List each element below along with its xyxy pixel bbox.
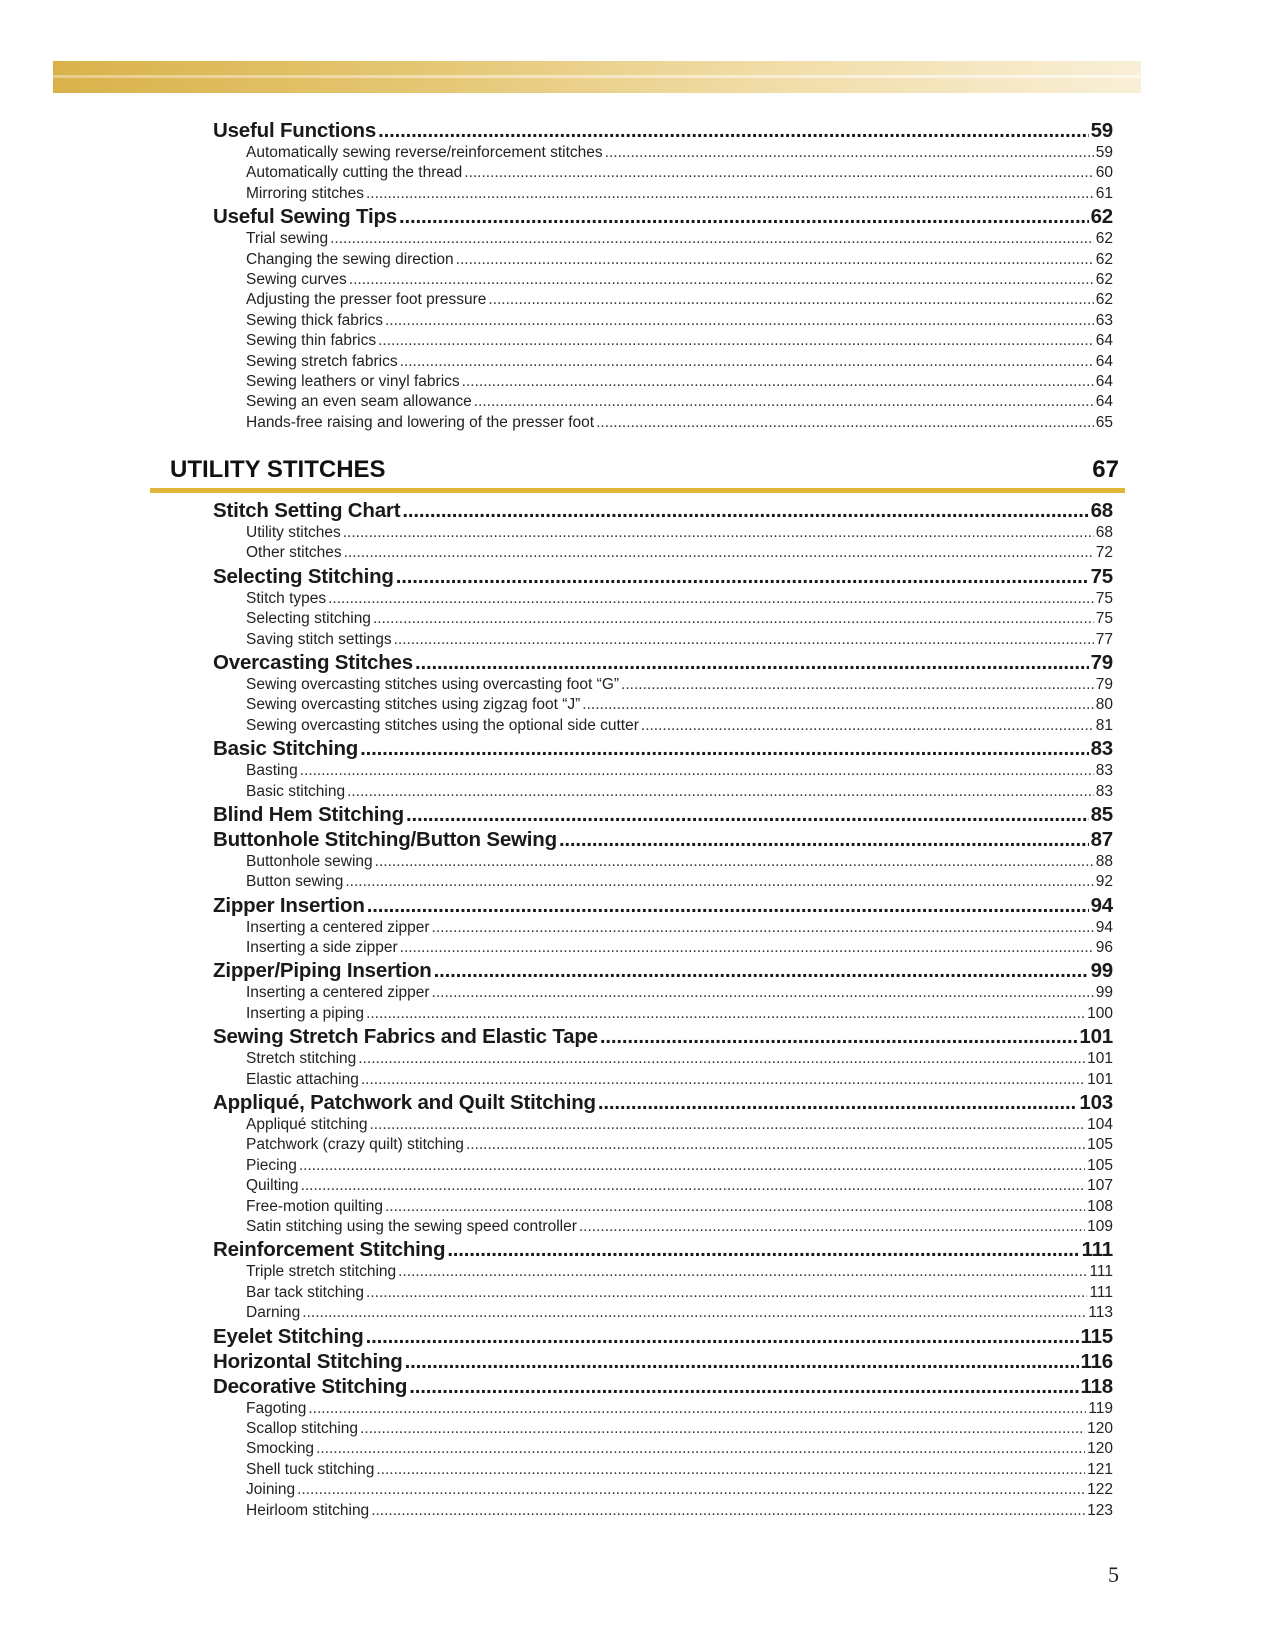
dot-leader — [394, 631, 1094, 649]
dot-leader — [405, 1350, 1079, 1374]
toc-section-title: Zipper Insertion — [213, 893, 365, 917]
toc-section[interactable] — [213, 1375, 1113, 1400]
toc-section-title: Overcasting Stitches — [213, 650, 413, 674]
dot-leader — [402, 499, 1088, 523]
page-number: 5 — [1108, 1562, 1119, 1587]
toc-subentry-page: 64 — [1095, 393, 1113, 411]
toc-subentry-page: 75 — [1095, 589, 1113, 607]
toc-subentry-page: 79 — [1095, 675, 1113, 693]
toc-subentry-title: Inserting a centered zipper — [246, 918, 430, 936]
toc-subentry-title: Button sewing — [246, 873, 344, 891]
chapter-rule — [150, 488, 1125, 493]
toc-subentry-title: Stitch types — [246, 589, 327, 607]
toc-subentry[interactable] — [213, 590, 1113, 610]
toc-subentry[interactable] — [213, 1440, 1113, 1460]
toc-subentry-title: Other stitches — [246, 544, 342, 562]
toc-section-page: 59 — [1090, 119, 1113, 142]
toc-subentry-page: 62 — [1095, 230, 1113, 248]
toc-subentry[interactable] — [213, 185, 1113, 205]
toc-subentry-title: Sewing an even seam allowance — [246, 393, 472, 411]
toc-subentry-title: Patchwork (crazy quilt) stitching — [246, 1136, 464, 1154]
toc-subentry-page: 109 — [1087, 1217, 1113, 1235]
toc-subentry-page: 119 — [1088, 1399, 1113, 1417]
toc-section-title: Buttonhole Stitching/Button Sewing — [213, 827, 557, 851]
dot-leader — [474, 393, 1094, 411]
toc-subentry[interactable] — [213, 853, 1113, 873]
toc-section-page: 103 — [1079, 1091, 1113, 1115]
toc-subentry[interactable] — [213, 144, 1113, 164]
toc-subentry-page: 62 — [1095, 270, 1113, 288]
toc-subentry-title: Sewing thin fabrics — [246, 332, 377, 350]
toc-subentry[interactable] — [213, 984, 1113, 1004]
toc-subentry-page: 92 — [1095, 873, 1113, 891]
dot-leader — [488, 291, 1093, 309]
toc-section[interactable] — [213, 737, 1113, 762]
dot-leader — [367, 894, 1089, 918]
dot-leader — [605, 144, 1094, 162]
toc-section[interactable] — [213, 651, 1113, 676]
toc-section-title: Blind Hem Stitching — [213, 802, 404, 826]
toc-subentry[interactable] — [213, 1157, 1113, 1177]
toc-subentry[interactable] — [213, 1136, 1113, 1156]
dot-leader — [370, 1116, 1086, 1134]
toc-section-page: 99 — [1090, 959, 1113, 983]
dot-leader — [347, 783, 1094, 801]
dot-leader — [330, 230, 1094, 248]
toc-subentry[interactable] — [213, 353, 1113, 373]
toc-subentry-title: Fagoting — [246, 1399, 307, 1417]
toc-subentry-page: 107 — [1087, 1177, 1113, 1195]
toc-subentry-page: 60 — [1095, 164, 1113, 182]
toc-section-page: 101 — [1079, 1025, 1113, 1049]
toc-subentry[interactable] — [213, 676, 1113, 696]
toc-subentry[interactable] — [213, 230, 1113, 250]
dot-leader — [579, 1218, 1085, 1236]
toc-subentry-page: 99 — [1095, 984, 1113, 1002]
dot-leader — [385, 1198, 1085, 1216]
dot-leader — [447, 1238, 1079, 1262]
toc-subentry-title: Bar tack stitching — [246, 1283, 365, 1301]
toc-subentry[interactable] — [213, 762, 1113, 782]
toc-subentry-page: 62 — [1095, 291, 1113, 309]
dot-leader — [434, 959, 1089, 983]
toc-subentry[interactable] — [213, 1198, 1113, 1218]
toc-subentry-page: 122 — [1087, 1481, 1113, 1499]
toc-subentry[interactable] — [213, 1263, 1113, 1283]
toc-subentry-page: 61 — [1095, 184, 1113, 202]
dot-leader — [316, 1440, 1085, 1458]
toc-section-title: Decorative Stitching — [213, 1374, 408, 1398]
toc-subentry-title: Appliqué stitching — [246, 1116, 368, 1134]
toc-section-title: Stitch Setting Chart — [213, 499, 401, 522]
toc-section-page: 83 — [1090, 737, 1113, 761]
toc-subentry-page: 63 — [1095, 311, 1113, 329]
toc-section-title: Sewing Stretch Fabrics and Elastic Tape — [213, 1025, 598, 1049]
toc-section-page: 116 — [1080, 1349, 1113, 1373]
dot-leader — [300, 762, 1094, 780]
dot-leader — [399, 205, 1089, 229]
toc-subentry[interactable] — [213, 1218, 1113, 1238]
dot-leader — [409, 1375, 1078, 1399]
header-decorative-bar — [53, 61, 1141, 93]
toc-subentry-title: Adjusting the presser foot pressure — [246, 291, 487, 309]
toc-section-page: 75 — [1090, 564, 1113, 588]
toc-section-page: 87 — [1090, 827, 1113, 851]
toc-subentry-page: 105 — [1087, 1156, 1113, 1174]
toc-subentry-title: Basting — [246, 762, 298, 780]
toc-subentry-title: Automatically cutting the thread — [246, 164, 463, 182]
toc-section[interactable] — [213, 894, 1113, 919]
toc-subentry-page: 77 — [1095, 630, 1113, 648]
dot-leader — [396, 565, 1089, 589]
dot-leader — [641, 717, 1094, 735]
dot-leader — [358, 1050, 1085, 1068]
dot-leader — [361, 1071, 1085, 1089]
toc-subentry-title: Satin stitching using the sewing speed controller — [246, 1217, 577, 1235]
toc-section[interactable] — [213, 803, 1113, 828]
dot-leader — [432, 919, 1094, 937]
toc-subentry[interactable] — [213, 939, 1113, 959]
toc-subentry-page: 111 — [1089, 1283, 1113, 1301]
toc-subentry[interactable] — [213, 414, 1113, 434]
toc-subentry-title: Mirroring stitches — [246, 184, 364, 202]
toc-section-page: 68 — [1090, 499, 1113, 522]
toc-subentry[interactable] — [213, 312, 1113, 332]
toc-section-title: Selecting Stitching — [213, 564, 394, 588]
toc-subentry[interactable] — [213, 783, 1113, 803]
toc-section-title: Basic Stitching — [213, 737, 359, 761]
toc-subentry-page: 72 — [1095, 544, 1113, 562]
toc-subentry-page: 120 — [1087, 1419, 1113, 1437]
toc-subentry[interactable] — [213, 717, 1113, 737]
toc-subentry[interactable] — [213, 1420, 1113, 1440]
toc-section[interactable] — [213, 119, 1113, 144]
toc-subentry[interactable] — [213, 1481, 1113, 1501]
toc-subentry-page: 108 — [1087, 1197, 1113, 1215]
toc-block-useful — [213, 119, 1113, 434]
toc-section[interactable] — [213, 1238, 1113, 1263]
toc-subentry[interactable] — [213, 271, 1113, 291]
toc-subentry[interactable] — [213, 873, 1113, 893]
toc-block-utility-stitches — [213, 499, 1113, 1522]
toc-subentry-title: Piecing — [246, 1156, 297, 1174]
dot-leader — [415, 651, 1089, 675]
toc-section-page: 85 — [1090, 802, 1113, 826]
toc-section-title: Appliqué, Patchwork and Quilt Stitching — [213, 1091, 596, 1115]
toc-subentry-page: 59 — [1095, 144, 1113, 161]
toc-subentry-title: Automatically sewing reverse/reinforcement stitches — [246, 144, 603, 161]
dot-leader — [366, 185, 1094, 203]
dot-leader — [462, 373, 1094, 391]
toc-subentry[interactable] — [213, 610, 1113, 630]
dot-leader — [375, 853, 1094, 871]
dot-leader — [360, 1420, 1085, 1438]
toc-section[interactable] — [213, 499, 1113, 524]
toc-section[interactable] — [213, 1325, 1113, 1350]
toc-subentry[interactable] — [213, 524, 1113, 544]
toc-subentry-title: Inserting a side zipper — [246, 939, 398, 957]
toc-subentry-page: 113 — [1088, 1304, 1113, 1322]
toc-subentry[interactable] — [213, 373, 1113, 393]
dot-leader — [366, 1005, 1085, 1023]
toc-subentry-title: Free-motion quilting — [246, 1197, 383, 1215]
toc-subentry-title: Stretch stitching — [246, 1050, 357, 1068]
dot-leader — [398, 1263, 1087, 1281]
toc-section[interactable] — [213, 565, 1113, 590]
toc-subentry[interactable] — [213, 251, 1113, 271]
dot-leader — [598, 1091, 1078, 1115]
toc-subentry-title: Changing the sewing direction — [246, 250, 454, 268]
dot-leader — [302, 1304, 1086, 1322]
toc-section-title: Useful Sewing Tips — [213, 205, 397, 229]
toc-section-page: 118 — [1080, 1374, 1113, 1398]
dot-leader — [559, 828, 1089, 852]
toc-subentry-title: Triple stretch stitching — [246, 1263, 397, 1281]
toc-subentry[interactable] — [213, 1116, 1113, 1136]
toc-subentry-page: 111 — [1089, 1263, 1113, 1281]
toc-subentry-title: Sewing leathers or vinyl fabrics — [246, 372, 460, 390]
dot-leader — [366, 1284, 1087, 1302]
dot-leader — [456, 251, 1094, 269]
toc-subentry-title: Elastic attaching — [246, 1070, 359, 1088]
toc-section-page: 79 — [1090, 650, 1113, 674]
toc-subentry-title: Buttonhole sewing — [246, 852, 373, 870]
toc-section[interactable] — [213, 959, 1113, 984]
toc-subentry-page: 80 — [1095, 696, 1113, 714]
toc-subentry-title: Sewing thick fabrics — [246, 311, 383, 329]
toc-subentry-title: Sewing curves — [246, 270, 347, 288]
chapter-page: 67 — [1092, 456, 1119, 483]
toc-subentry-title: Trial sewing — [246, 230, 329, 248]
dot-leader — [297, 1481, 1085, 1499]
toc-subentry-page: 105 — [1087, 1136, 1113, 1154]
toc-subentry-title: Sewing overcasting stitches using the optional side cutter — [246, 716, 639, 734]
toc-section[interactable] — [213, 1350, 1113, 1375]
dot-leader — [400, 939, 1094, 957]
toc-subentry-page: 68 — [1095, 524, 1113, 541]
toc-subentry[interactable] — [213, 1177, 1113, 1197]
dot-leader — [406, 803, 1089, 827]
toc-section-title: Eyelet Stitching — [213, 1324, 364, 1348]
dot-leader — [371, 1502, 1085, 1520]
toc-subentry-title: Saving stitch settings — [246, 630, 392, 648]
dot-leader — [378, 332, 1094, 350]
dot-leader — [344, 544, 1094, 562]
dot-leader — [301, 1177, 1086, 1195]
toc-subentry-page: 75 — [1095, 610, 1113, 628]
toc-subentry[interactable] — [213, 1050, 1113, 1070]
toc-subentry[interactable] — [213, 1071, 1113, 1091]
toc-subentry[interactable] — [213, 919, 1113, 939]
toc-subentry-title: Inserting a centered zipper — [246, 984, 430, 1002]
toc-subentry[interactable] — [213, 1304, 1113, 1324]
toc-subentry-page: 88 — [1095, 852, 1113, 870]
toc-subentry[interactable] — [213, 332, 1113, 352]
toc-subentry-page: 94 — [1095, 918, 1113, 936]
toc-subentry[interactable] — [213, 291, 1113, 311]
dot-leader — [373, 610, 1094, 628]
toc-subentry-title: Heirloom stitching — [246, 1501, 370, 1519]
toc-subentry-page: 104 — [1087, 1116, 1113, 1134]
toc-subentry-page: 101 — [1087, 1070, 1113, 1088]
toc-subentry-title: Sewing stretch fabrics — [246, 352, 398, 370]
toc-subentry-page: 96 — [1095, 939, 1113, 957]
dot-leader — [328, 590, 1094, 608]
dot-leader — [385, 312, 1094, 330]
toc-subentry-title: Smocking — [246, 1440, 315, 1458]
toc-subentry[interactable] — [213, 1284, 1113, 1304]
dot-leader — [308, 1400, 1086, 1418]
toc-subentry-title: Shell tuck stitching — [246, 1460, 375, 1478]
toc-section-title: Useful Functions — [213, 119, 377, 142]
dot-leader — [376, 1461, 1085, 1479]
toc-section-title: Reinforcement Stitching — [213, 1238, 446, 1262]
dot-leader — [299, 1157, 1085, 1175]
dot-leader — [378, 119, 1089, 143]
dot-leader — [343, 524, 1094, 542]
toc-subentry-page: 100 — [1087, 1004, 1113, 1022]
toc-section[interactable] — [213, 828, 1113, 853]
toc-subentry-page: 83 — [1095, 782, 1113, 800]
chapter-title: UTILITY STITCHES — [170, 456, 386, 483]
toc-subentry-page: 121 — [1087, 1460, 1113, 1478]
toc-subentry-page: 64 — [1095, 332, 1113, 350]
dot-leader — [464, 164, 1093, 182]
dot-leader — [400, 353, 1094, 371]
toc-section[interactable] — [213, 1025, 1113, 1050]
toc-subentry-page: 65 — [1095, 413, 1113, 431]
toc-section-page: 94 — [1090, 893, 1113, 917]
toc-subentry-title: Hands-free raising and lowering of the presser foot — [246, 413, 595, 431]
toc-subentry-page: 120 — [1087, 1440, 1113, 1458]
toc-section-page: 115 — [1080, 1324, 1113, 1348]
toc-subentry[interactable] — [213, 1005, 1113, 1025]
dot-leader — [582, 696, 1093, 714]
dot-leader — [600, 1025, 1078, 1049]
toc-subentry[interactable] — [213, 544, 1113, 564]
toc-subentry-title: Inserting a piping — [246, 1004, 365, 1022]
toc-section-title: Zipper/Piping Insertion — [213, 959, 432, 983]
toc-subentry-page: 64 — [1095, 352, 1113, 370]
toc-subentry-page: 81 — [1095, 716, 1113, 734]
toc-section-page: 111 — [1081, 1238, 1113, 1262]
toc-section-title: Horizontal Stitching — [213, 1349, 403, 1373]
toc-subentry-title: Basic stitching — [246, 782, 346, 800]
dot-leader — [360, 737, 1089, 761]
toc-subentry-title: Utility stitches — [246, 524, 341, 541]
toc-subentry-title: Darning — [246, 1304, 301, 1322]
dot-leader — [466, 1136, 1085, 1154]
toc-subentry[interactable] — [213, 1400, 1113, 1420]
toc-subentry-page: 123 — [1087, 1501, 1113, 1519]
toc-subentry[interactable] — [213, 631, 1113, 651]
toc-section[interactable] — [213, 1091, 1113, 1116]
toc-subentry-title: Joining — [246, 1481, 296, 1499]
toc-subentry-title: Sewing overcasting stitches using overcasting foot “G” — [246, 675, 620, 693]
dot-leader — [345, 873, 1093, 891]
toc-section-page: 62 — [1090, 205, 1113, 229]
toc-subentry[interactable] — [213, 696, 1113, 716]
toc-subentry-title: Sewing overcasting stitches using zigzag foot “J” — [246, 696, 581, 714]
toc-subentry[interactable] — [213, 393, 1113, 413]
toc-section[interactable] — [213, 205, 1113, 230]
toc-subentry-page: 62 — [1095, 250, 1113, 268]
dot-leader — [349, 271, 1094, 289]
toc-subentry-title: Scallop stitching — [246, 1419, 359, 1437]
dot-leader — [366, 1325, 1079, 1349]
chapter-heading — [170, 456, 1125, 496]
dot-leader — [596, 414, 1094, 432]
toc-subentry-page: 101 — [1087, 1050, 1113, 1068]
toc-subentry-title: Selecting stitching — [246, 610, 371, 628]
toc-subentry[interactable] — [213, 164, 1113, 184]
toc-subentry[interactable] — [213, 1502, 1113, 1522]
dot-leader — [621, 676, 1094, 694]
toc-subentry-page: 64 — [1095, 372, 1113, 390]
toc-subentry-page: 83 — [1095, 762, 1113, 780]
dot-leader — [432, 984, 1094, 1002]
toc-subentry-title: Quilting — [246, 1177, 299, 1195]
toc-subentry[interactable] — [213, 1461, 1113, 1481]
